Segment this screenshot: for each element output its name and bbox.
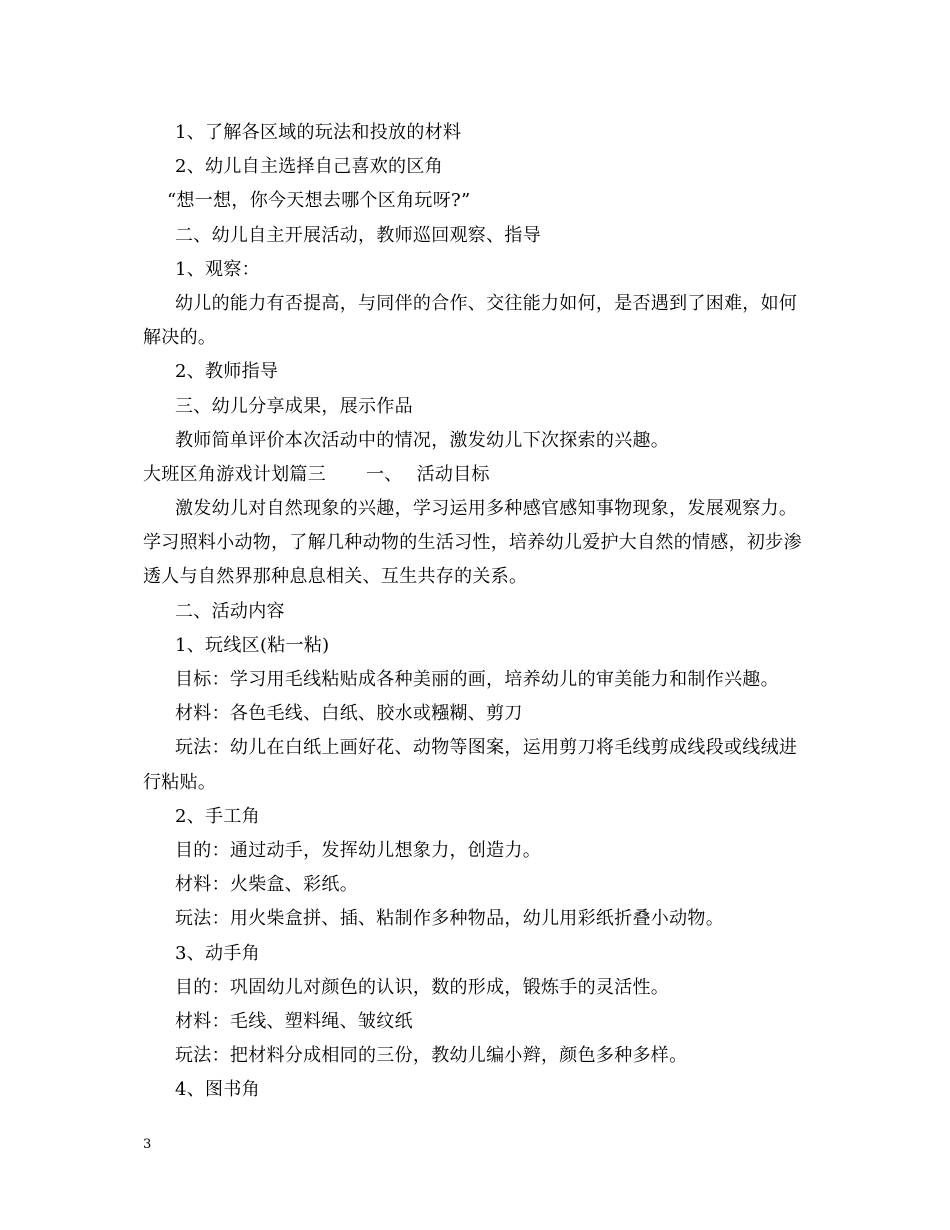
text-line: 玩法：用火柴盒拼、插、粘制作多种物品，幼儿用彩纸折叠小动物。 bbox=[175, 908, 724, 930]
document-body bbox=[143, 116, 813, 1107]
page-number: 3 bbox=[143, 1137, 152, 1152]
chapter-title: 大班区角游戏计划篇三 bbox=[143, 463, 326, 485]
paragraph-line: 学习照料小动物，了解几种动物的生活习性，培养幼儿爱护大自然的情感，初步渗 bbox=[143, 532, 802, 554]
text-line: 1、观察： bbox=[175, 258, 260, 280]
chapter-section-number: 一、 bbox=[366, 463, 403, 485]
text-line: 2、幼儿自主选择自己喜欢的区角 bbox=[175, 156, 443, 178]
text-line: 目的：巩固幼儿对颜色的认识，数的形成，锻炼手的灵活性。 bbox=[175, 976, 670, 998]
text-line: 行粘贴。 bbox=[143, 771, 217, 793]
subsection-heading: 1、玩线区(粘一粘) bbox=[175, 634, 330, 656]
chapter-heading bbox=[143, 458, 813, 492]
text-line: 玩法：把材料分成相同的三份，教幼儿编小辫，颜色多种多样。 bbox=[175, 1045, 688, 1067]
paragraph-line: 激发幼儿对自然现象的兴趣，学习运用多种感官感知事物现象，发展观察力。 bbox=[175, 498, 798, 520]
text-line: 解决的。 bbox=[143, 327, 217, 349]
text-line: 1、了解各区域的玩法和投放的材料 bbox=[175, 122, 462, 143]
text-line: 玩法：幼儿在白纸上画好花、动物等图案，运用剪刀将毛线剪成线段或线绒进 bbox=[175, 737, 798, 759]
subsection-heading: 2、手工角 bbox=[175, 805, 260, 827]
text-line: “想一想，你今天想去哪个区角玩呀?” bbox=[167, 190, 471, 212]
section-heading: 二、活动内容 bbox=[175, 600, 285, 622]
text-line: 目标：学习用毛线粘贴成各种美丽的画，培养幼儿的审美能力和制作兴趣。 bbox=[175, 669, 779, 690]
text-line: 材料：毛线、塑料绳、皱纹纸 bbox=[175, 1010, 413, 1032]
text-line: 幼儿的能力有否提高，与同伴的合作、交往能力如何，是否遇到了困难，如何 bbox=[175, 292, 798, 314]
text-line: 教师简单评价本次活动中的情况，激发幼儿下次探索的兴趣。 bbox=[175, 429, 670, 451]
text-line: 目的：通过动手，发挥幼儿想象力，创造力。 bbox=[175, 839, 541, 861]
paragraph-line: 透人与自然界那种息息相关、互生共存的关系。 bbox=[143, 566, 528, 588]
subsection-heading: 3、动手角 bbox=[175, 942, 260, 964]
text-line: 材料：火柴盒、彩纸。 bbox=[175, 874, 358, 896]
subsection-heading: 4、图书角 bbox=[175, 1079, 260, 1101]
text-line: 2、教师指导 bbox=[175, 361, 279, 383]
section-heading: 二、幼儿自主开展活动，教师巡回观察、指导 bbox=[175, 224, 541, 246]
section-heading: 三、幼儿分享成果，展示作品 bbox=[175, 395, 413, 417]
chapter-section-text: 活动目标 bbox=[416, 463, 490, 485]
text-line: 材料：各色毛线、白纸、胶水或糨糊、剪刀 bbox=[175, 703, 523, 725]
